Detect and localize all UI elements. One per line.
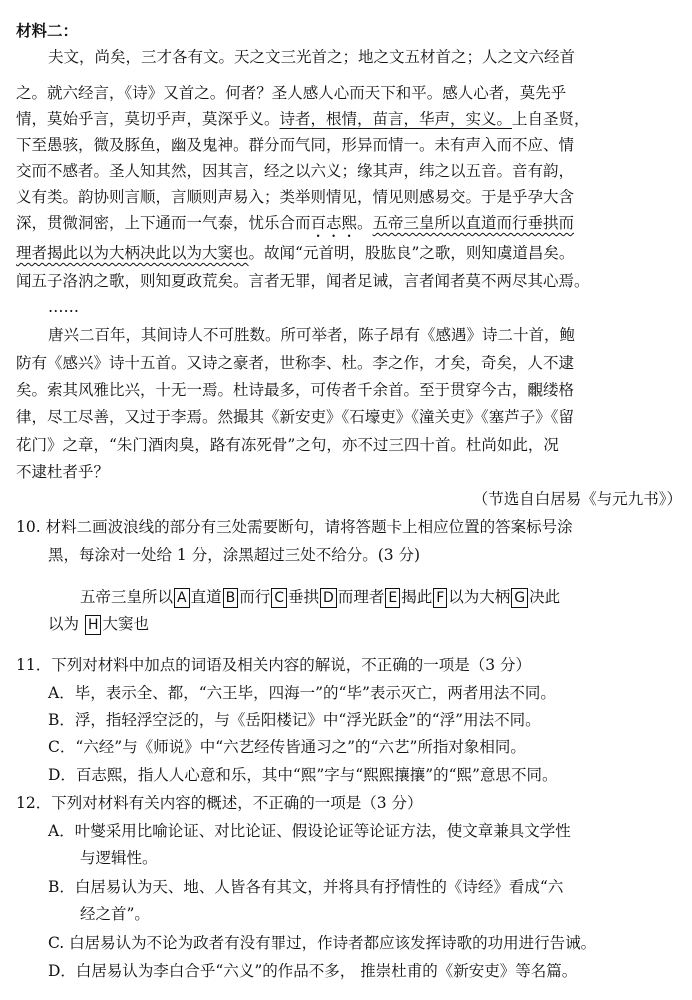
q12-option-d[interactable]: D．白居易认为李白合乎“六义”的作品不多， 推崇杜甫的《新安吏》等名篇。: [48, 962, 578, 980]
q11-option-a[interactable]: A．毕，表示全、都，“六王毕，四海一”的“毕”表示灭亡，两者用法不同。: [48, 684, 556, 702]
q10-segment: 垂拱: [288, 588, 320, 606]
q11-option-d[interactable]: D．百志熙，指人人心意和乐，其中“熙”字与“熙熙攘攘”的“熙”意思不同。: [48, 766, 558, 784]
ellipsis: ……: [48, 298, 79, 316]
q10-segment: 揭此: [401, 588, 433, 606]
q12-option-b[interactable]: B．白居易认为天、地、人皆各有其文，并将具有抒情性的《诗经》看成“六: [48, 878, 564, 896]
dotted-word: 百志熙: [310, 214, 358, 232]
q10-stem-line-2: 黑，每涂对一处给 1 分，涂黑超过三处不给分。(3 分): [48, 546, 421, 564]
q10-segment: 而行: [239, 588, 271, 606]
passage-line-7: [16, 210, 574, 236]
source-citation: （节选自白居易《与元九书》）: [472, 490, 682, 508]
passage-line-3: [16, 106, 590, 132]
q12-option-b-cont: 经之首”。: [80, 905, 150, 923]
q12-option-a[interactable]: A．叶燮采用比喻论证、对比论证、假设论证等论证方法，使文章兼具文学性: [48, 822, 571, 840]
passage-line-5: 交而不感者。圣人知其然，因其言，经之以六义；缘其声，纬之以五音。音有韵，: [16, 162, 575, 180]
q12-option-a-cont: 与逻辑性。: [80, 849, 158, 867]
passage-line-13: 律，尽工尽善，又过于李焉。然撮其《新安吏》《石壕吏》《潼关吏》《塞芦子》《留: [16, 408, 575, 426]
passage-line-15: 不逮杜者乎？: [16, 463, 110, 481]
answer-mark-h[interactable]: H: [85, 615, 102, 635]
passage-line-10: 唐兴二百年，其间诗人不可胜数。所可举者，陈子昂有《感遇》诗二十首，鲍: [48, 326, 576, 344]
q10-segment: 五帝三皇所以: [80, 588, 174, 606]
q10-segment: 以为: [48, 615, 80, 633]
q10-segment: 决此: [529, 588, 561, 606]
q11-option-c[interactable]: C．“六经”与《师说》中“六艺经传皆通习之”的“六艺”所指对象相同。: [48, 738, 526, 756]
q10-segment: 大窦也: [102, 615, 149, 633]
passage-line-11: 防有《感兴》诗十五首。又诗之豪者，世称李、杜。李之作，才矣，奇矣，人不逮: [16, 354, 575, 372]
passage-text: 深，贯微洞密，上下通而一气泰，忧乐合而: [16, 214, 311, 232]
passage-text: 上自圣贤，: [512, 110, 590, 128]
section-heading: 材料二：: [16, 22, 79, 40]
passage-line-1: [48, 44, 575, 70]
passage-text: 情，莫始乎言，莫切乎声，莫深乎义。: [16, 110, 280, 128]
q11-option-b[interactable]: B．浮，指轻浮空泛的，与《岳阳楼记》中“浮光跃金”的“浮”用法不同。: [48, 711, 541, 729]
answer-mark-a[interactable]: A: [174, 588, 190, 608]
passage-line-4: 下至愚骇，微及豚鱼，幽及鬼神。群分而气同，形异而情一。未有声入而不应、情: [16, 136, 575, 154]
q10-segment: 直道: [190, 588, 222, 606]
answer-mark-f[interactable]: F: [433, 588, 447, 608]
answer-mark-c[interactable]: C: [271, 588, 287, 608]
passage-line-6: 义有类。韵协则言顺，言顺则声易入；类举则情见，情见则感易交。于是乎孕大含: [16, 188, 575, 206]
answer-mark-e[interactable]: E: [385, 588, 400, 608]
q10-stem-line-1: 10. 材料二画波浪线的部分有三处需要断句，请将答题卡上相应位置的答案标号涂: [16, 518, 573, 536]
passage-line-14: 花门》之章，“朱门酒肉臭，路有冻死骨”之句，亦不过三四十首。杜尚如此，况: [16, 436, 559, 454]
answer-mark-d[interactable]: D: [320, 588, 337, 608]
q10-sentence-line-2: [48, 611, 149, 637]
passage-text: 。: [357, 214, 373, 232]
underlined-sentence: 诗者，根情，苗言，华声，实义。: [279, 110, 513, 128]
passage-line-9: 闻五子洛汭之歌，则知夏政荒矣。言者无罪，闻者足诫，言者闻者莫不两尽其心焉。: [16, 272, 590, 290]
wavy-underlined-text: 五帝三皇所以直道而行垂拱而: [372, 214, 575, 232]
q12-stem: 12．下列对材料有关内容的概述，不正确的一项是（3 分）: [16, 794, 423, 812]
passage-text: 。故闻“元首明，股肱良”之歌，则知虞道昌矣。: [248, 244, 575, 262]
answer-mark-b[interactable]: B: [223, 588, 239, 608]
passage-line-2: 之。就六经言，《诗》又首之。何者？圣人感人心而天下和平。感人心者，莫先乎: [16, 84, 567, 102]
q10-segment: 而理者: [337, 588, 385, 606]
passage-line-8: [16, 240, 574, 266]
wavy-underlined-text: 理者揭此以为大柄决此以为大窦也: [16, 244, 249, 262]
answer-mark-g[interactable]: G: [511, 588, 528, 608]
q11-stem: 11．下列对材料中加点的词语及相关内容的解说，不正确的一项是（3 分）: [16, 656, 532, 674]
q10-sentence-line-1: [80, 584, 560, 610]
passage-line-12: 矣。索其风雅比兴，十无一焉。杜诗最多，可传者千余首。至于贯穿今古，覼缕格: [16, 381, 575, 399]
q10-segment: 以为大柄: [448, 588, 511, 606]
q12-option-c[interactable]: C. 白居易认为不论为政者有没有罪过，作诗者都应该发挥诗歌的功用进行告诫。: [48, 934, 597, 952]
passage-text: 夫文，尚矣，三才各有文。天之文三光首之；地之文五材首之；人之文六经首: [48, 48, 576, 66]
